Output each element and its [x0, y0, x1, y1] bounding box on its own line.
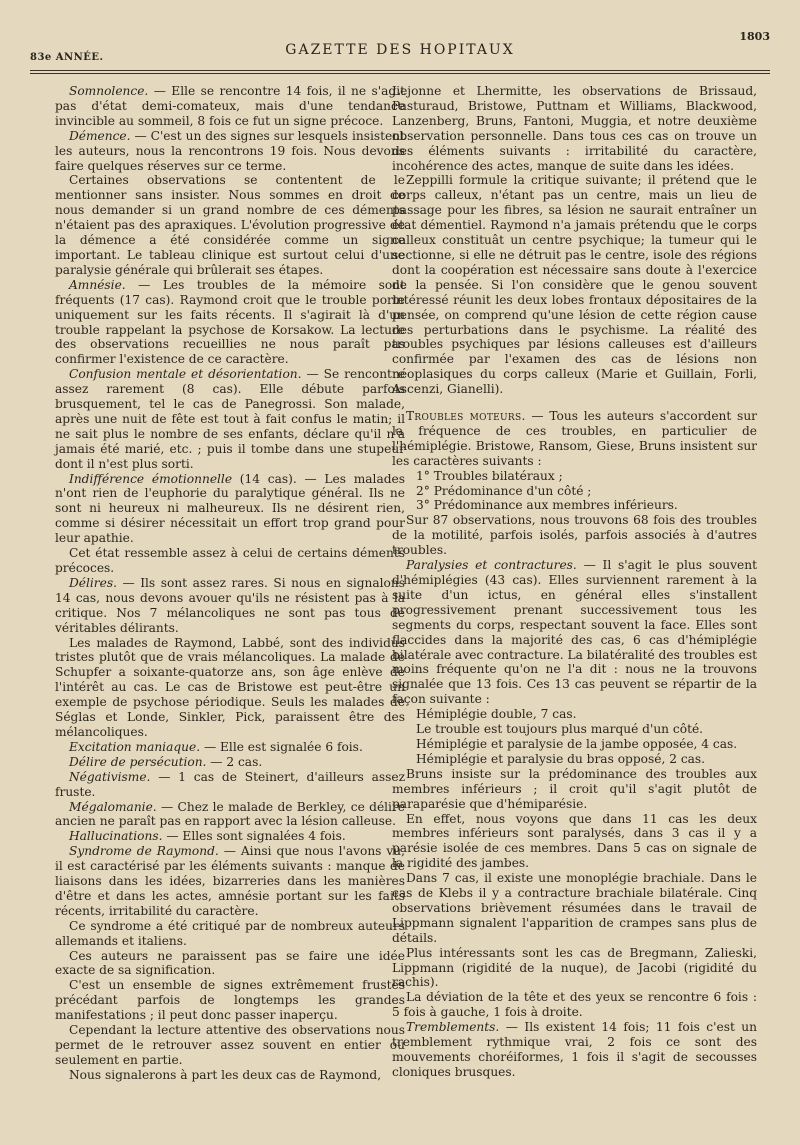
paragraph-lead: Confusion mentale et désorientation.: [69, 367, 302, 382]
page-header: [30, 30, 770, 64]
paragraph: [55, 1023, 405, 1068]
paragraph-text: 1° Troubles bilatéraux ;: [416, 468, 563, 483]
paragraph-text: Cependant la lecture attentive des observations nous permet de le retrouver assez souvent en entier ou seulement en partie.: [55, 1023, 405, 1067]
paragraph-text: — Chez le malade de Berkley, ce délire ancien ne paraît pas en rapport avec la lésion calleuse.: [55, 799, 405, 829]
paragraph: [392, 812, 757, 872]
paragraph-text: Ces auteurs ne paraissent pas se faire une idée exacte de sa signification.: [55, 948, 405, 978]
paragraph: [55, 173, 405, 277]
paragraph-text: Bruns insiste sur la prédominance des troubles aux membres inférieurs ; il croit qu'il s'agit plutôt de paraparésie que d'hémiparésie.: [392, 766, 757, 811]
paragraph: [392, 737, 757, 752]
journal-title: GAZETTE DES HOPITAUX: [285, 42, 515, 58]
paragraph: [55, 367, 405, 471]
paragraph-text: 2° Prédominance d'un côté ;: [416, 483, 592, 498]
paragraph: [392, 173, 757, 397]
paragraph-text: — Elle se rencontre 14 fois, il ne s'agit pas d'état demi-comateux, mais d'une tendance invincible au sommeil, 8 fois ce fut un signe précoce.: [55, 84, 405, 128]
paragraph-text: Ce syndrome a été critiqué par de nombreux auteurs allemands et italiens.: [55, 918, 405, 948]
paragraph: [55, 129, 405, 174]
paragraph-text: Le trouble est toujours plus marqué d'un côté.: [416, 722, 704, 737]
paragraph: [55, 740, 405, 755]
paragraph-lead: Paralysies et contractures.: [406, 558, 577, 573]
paragraph-text: — 1 cas de Steinert, d'ailleurs assez fruste.: [55, 769, 405, 799]
paragraph-lead: Hallucinations.: [69, 829, 163, 844]
paragraph-lead: Mégalomanie.: [69, 799, 157, 814]
paragraph-text: — Les troubles de la mémoire sont fréquents (17 cas). Raymond croit que le trouble porte uniquement sur les faits récents. Il s'agirait là d'un trouble rappelant la psychose de Korsakow. La lecture des observations recueillies ne nous paraît pas confirmer l'existence de ce caractère.: [55, 277, 405, 367]
left-column: [55, 84, 405, 1083]
paragraph-text: C'est un ensemble de signes extrêmement frustes précédant parfois de longtemps les grandes manifestations ; il peut donc passer inaperçu.: [55, 978, 405, 1023]
paragraph-lead: Négativisme.: [69, 769, 151, 784]
paragraph: [392, 946, 757, 991]
paragraph-text: Sur 87 observations, nous trouvons 68 fois des troubles de la motilité, parfois isolés, parfois associés à d'autres troubles.: [392, 513, 757, 558]
paragraph-text: Cet état ressemble assez à celui de certains déments précoces.: [55, 546, 405, 575]
paragraph-text: Certaines observations se contentent de le mentionner sans insister. Nous sommes en droit de nous demander si un grand nombre de ces déments n'étaient pas des apraxiques. L'évolution progressive de la démence a été considérée comme un signe important. Le tableau clinique est surtout celui d'une paralysie générale qui brûlerait ses étapes.: [55, 173, 405, 277]
paragraph-text: — 2 cas.: [206, 754, 263, 769]
paragraph: [55, 755, 405, 770]
paragraph-text: Hémiplégie et paralysie du bras opposé, 2 cas.: [416, 751, 706, 766]
paragraph: [55, 800, 405, 830]
paragraph-text: Plus intéressants sont les cas de Bregmann, Zalieski, Lippmann (rigidité de la nuque), de Jacobi (rigidité du rachis).: [392, 945, 757, 990]
paragraph-text: — C'est un des signes sur lesquels insistent les auteurs, nous la rencontrons 19 fois. Nous devons faire quelques réserves sur ce terme.: [55, 128, 405, 173]
paragraph: [55, 278, 405, 367]
paragraph-text: — Tous les auteurs s'accordent sur la fréquence de ces troubles, en particulier de l'hémiplégie. Bristowe, Ransom, Giese, Bruns insistent sur les caractères suivants :: [392, 409, 757, 468]
paragraph-lead: Troubles moteurs.: [406, 409, 526, 424]
paragraph: [55, 919, 405, 949]
paragraph-text: — Ils sont assez rares. Si nous en signalons 14 cas, nous devons avouer qu'ils ne résistent pas à la critique. Nos 7 mélancoliques ne sont pas tous de véritables délirants.: [55, 575, 405, 635]
paragraph-text: — Il s'agit le plus souvent d'hémiplégies (43 cas). Elles surviennent rarement à la suite d'un ictus, en général elles s'installent progressivement prenant successivement tous les segments du corps, respectant souvent la face. Elles sont flaccides dans la majorité des cas, 6 cas d'hémiplégie bilatérale avec contracture. La bilatéralité des troubles est moins fréquente qu'on ne l'a dit : nous ne la trouvons signalée que 13 fois. Ces 13 cas peuvent se répartir de la façon suivante :: [392, 558, 758, 707]
paragraph-text: Les malades de Raymond, Labbé, sont des individus tristes plutôt que de vrais mélancoliques. La malade de Schupfer a soixante-quatorze ans, son âge enlève de l'intérêt au cas. Le cas de Bristowe est peut-être un exemple de psychose périodique. Seuls les malades de Séglas et Londe, Sinkler, Pick, paraissent être des mélancoliques.: [55, 635, 405, 739]
paragraph: [55, 1068, 405, 1083]
paragraph: [55, 472, 405, 547]
page-number: 1803: [739, 30, 770, 43]
paragraph: [392, 1020, 757, 1080]
paragraph-text: Hémiplégie double, 7 cas.: [416, 707, 577, 722]
paragraph-text: — Ainsi que nous l'avons vu, il est caractérisé par les éléments suivants : manque de liaisons dans les idées, bizarreries dans les manières d'être et dans les actes, amnésie portant sur les faits récents, irritabilité du caractère.: [55, 844, 405, 918]
paragraph: [392, 990, 757, 1020]
paragraph: [55, 949, 405, 979]
paragraph-text: — Ils existent 14 fois; 11 fois c'est un tremblement rythmique vrai, 2 fois ce sont des mouvements choréiformes, 1 fois il s'agit de secousses cloniques brusques.: [392, 1020, 757, 1079]
paragraph-text: Zeppilli formule la critique suivante; il prétend que le corps calleux, n'étant pas un centre, mais un lieu de passage pour les fibres, sa lésion ne saurait entraîner un état démentiel. Raymond n'a jamais prétendu que le corps calleux constituât un centre psychique; la tumeur qui le sectionne, si elle ne détruit pas le centre, isole des régions dont la coopération est nécessaire sans doute à l'exercice de la pensée. Si l'on considère que le genou souvent intéressé réunit les deux lobes frontaux dépositaires de la pensée, on comprend qu'une lésion de cette région cause des perturbations dans le psychisme. La réalité des troubles psychiques par lésions calleuses est d'ailleurs confirmée par l'examen des cas de lésions non néoplasiques du corps calleux (Marie et Guillain, Forli, Ascenzi, Gianelli).: [392, 173, 757, 397]
year-label: 83e ANNÉE.: [30, 52, 104, 63]
paragraph: [55, 546, 405, 576]
paragraph-lead: Somnolence.: [69, 84, 149, 98]
paragraph-lead: Démence.: [69, 128, 131, 143]
paragraph-text: — Elle est signalée 6 fois.: [200, 739, 363, 754]
paragraph: [55, 844, 405, 919]
paragraph: [392, 558, 757, 707]
paragraph-lead: Syndrome de Raymond.: [69, 844, 219, 859]
paragraph-text: — Se rencontre assez rarement (8 cas). Elle débute parfois brusquement, tel le cas de Panegrossi. Son malade, après une nuit de fête est tout à fait confus le matin; il ne sait plus le nombre de ses enfants, déclare qu'il n'a jamais été marié, etc. ; puis il tombe dans une stupeur dont il n'est plus sorti.: [55, 367, 405, 471]
paragraph: [392, 513, 757, 558]
paragraph-lead: Excitation maniaque.: [69, 739, 201, 754]
paragraph-text: — Elles sont signalées 4 fois.: [162, 829, 346, 844]
paragraph: [392, 84, 757, 173]
right-column: [392, 84, 757, 1080]
paragraph: [392, 484, 757, 499]
header-rule: [30, 70, 770, 71]
paragraph: [55, 978, 405, 1023]
paragraph: [392, 752, 757, 767]
paragraph: [392, 722, 757, 737]
paragraph: [55, 636, 405, 740]
paragraph-text: Lejonne et Lhermitte, les observations de Brissaud, Pasturaud, Bristowe, Puttnam et Williams, Blackwood, Lanzenberg, Bruns, Fantoni, Muggia, et notre deuxième observation personnelle. Dans tous ces cas on trouve un des éléments suivants : irritabilité du caractère, incohérence des actes, manque de suite dans les idées.: [392, 84, 757, 173]
paragraph: [392, 498, 757, 513]
paragraph: [55, 770, 405, 800]
paragraph: [392, 767, 757, 812]
paragraph-text: En effet, nous voyons que dans 11 cas les deux membres inférieurs sont paralysés, dans 3 cas il y a parésie isolée de ces membres. Dans 5 cas on signale de la rigidité des jambes.: [392, 811, 757, 871]
paragraph-text: (14 cas). — Les malades n'ont rien de l'euphorie du paralytique général. Ils ne sont ni heureux ni malheureux. Ils ne désirent rien, comme si désirer nécessitait un effort trop grand pour leur apathie.: [55, 471, 405, 546]
paragraph-lead: Délire de persécution.: [69, 754, 207, 769]
paragraph-text: 3° Prédominance aux membres inférieurs.: [416, 498, 678, 513]
paragraph-text: Hémiplégie et paralysie de la jambe opposée, 4 cas.: [416, 736, 738, 751]
paragraph-text: Dans 7 cas, il existe une monoplégie brachiale. Dans le cas de Klebs il y a contracture brachiale bilatérale. Cinq observations brièvement résumées dans le travail de Lippmann signalent l'apparition de crampes sans plus de détails.: [392, 871, 757, 945]
paragraph-text: Nous signalerons à part les deux cas de Raymond,: [69, 1067, 382, 1082]
paragraph: [55, 829, 405, 844]
paragraph: [55, 84, 405, 129]
paragraph: [392, 469, 757, 484]
paragraph-lead: Indifférence émotionnelle: [69, 471, 233, 486]
paragraph: [55, 576, 405, 636]
paragraph-lead: Amnésie.: [69, 277, 126, 292]
paragraph: [392, 707, 757, 722]
paragraph-text: La déviation de la tête et des yeux se rencontre 6 fois : 5 fois à gauche, 1 fois à droite.: [392, 990, 757, 1020]
paragraph: [392, 871, 757, 946]
paragraph-lead: Délires.: [69, 575, 117, 590]
paragraph: [392, 409, 757, 469]
paragraph-lead: Tremblements.: [406, 1020, 500, 1035]
header-rule-2: [30, 73, 770, 74]
